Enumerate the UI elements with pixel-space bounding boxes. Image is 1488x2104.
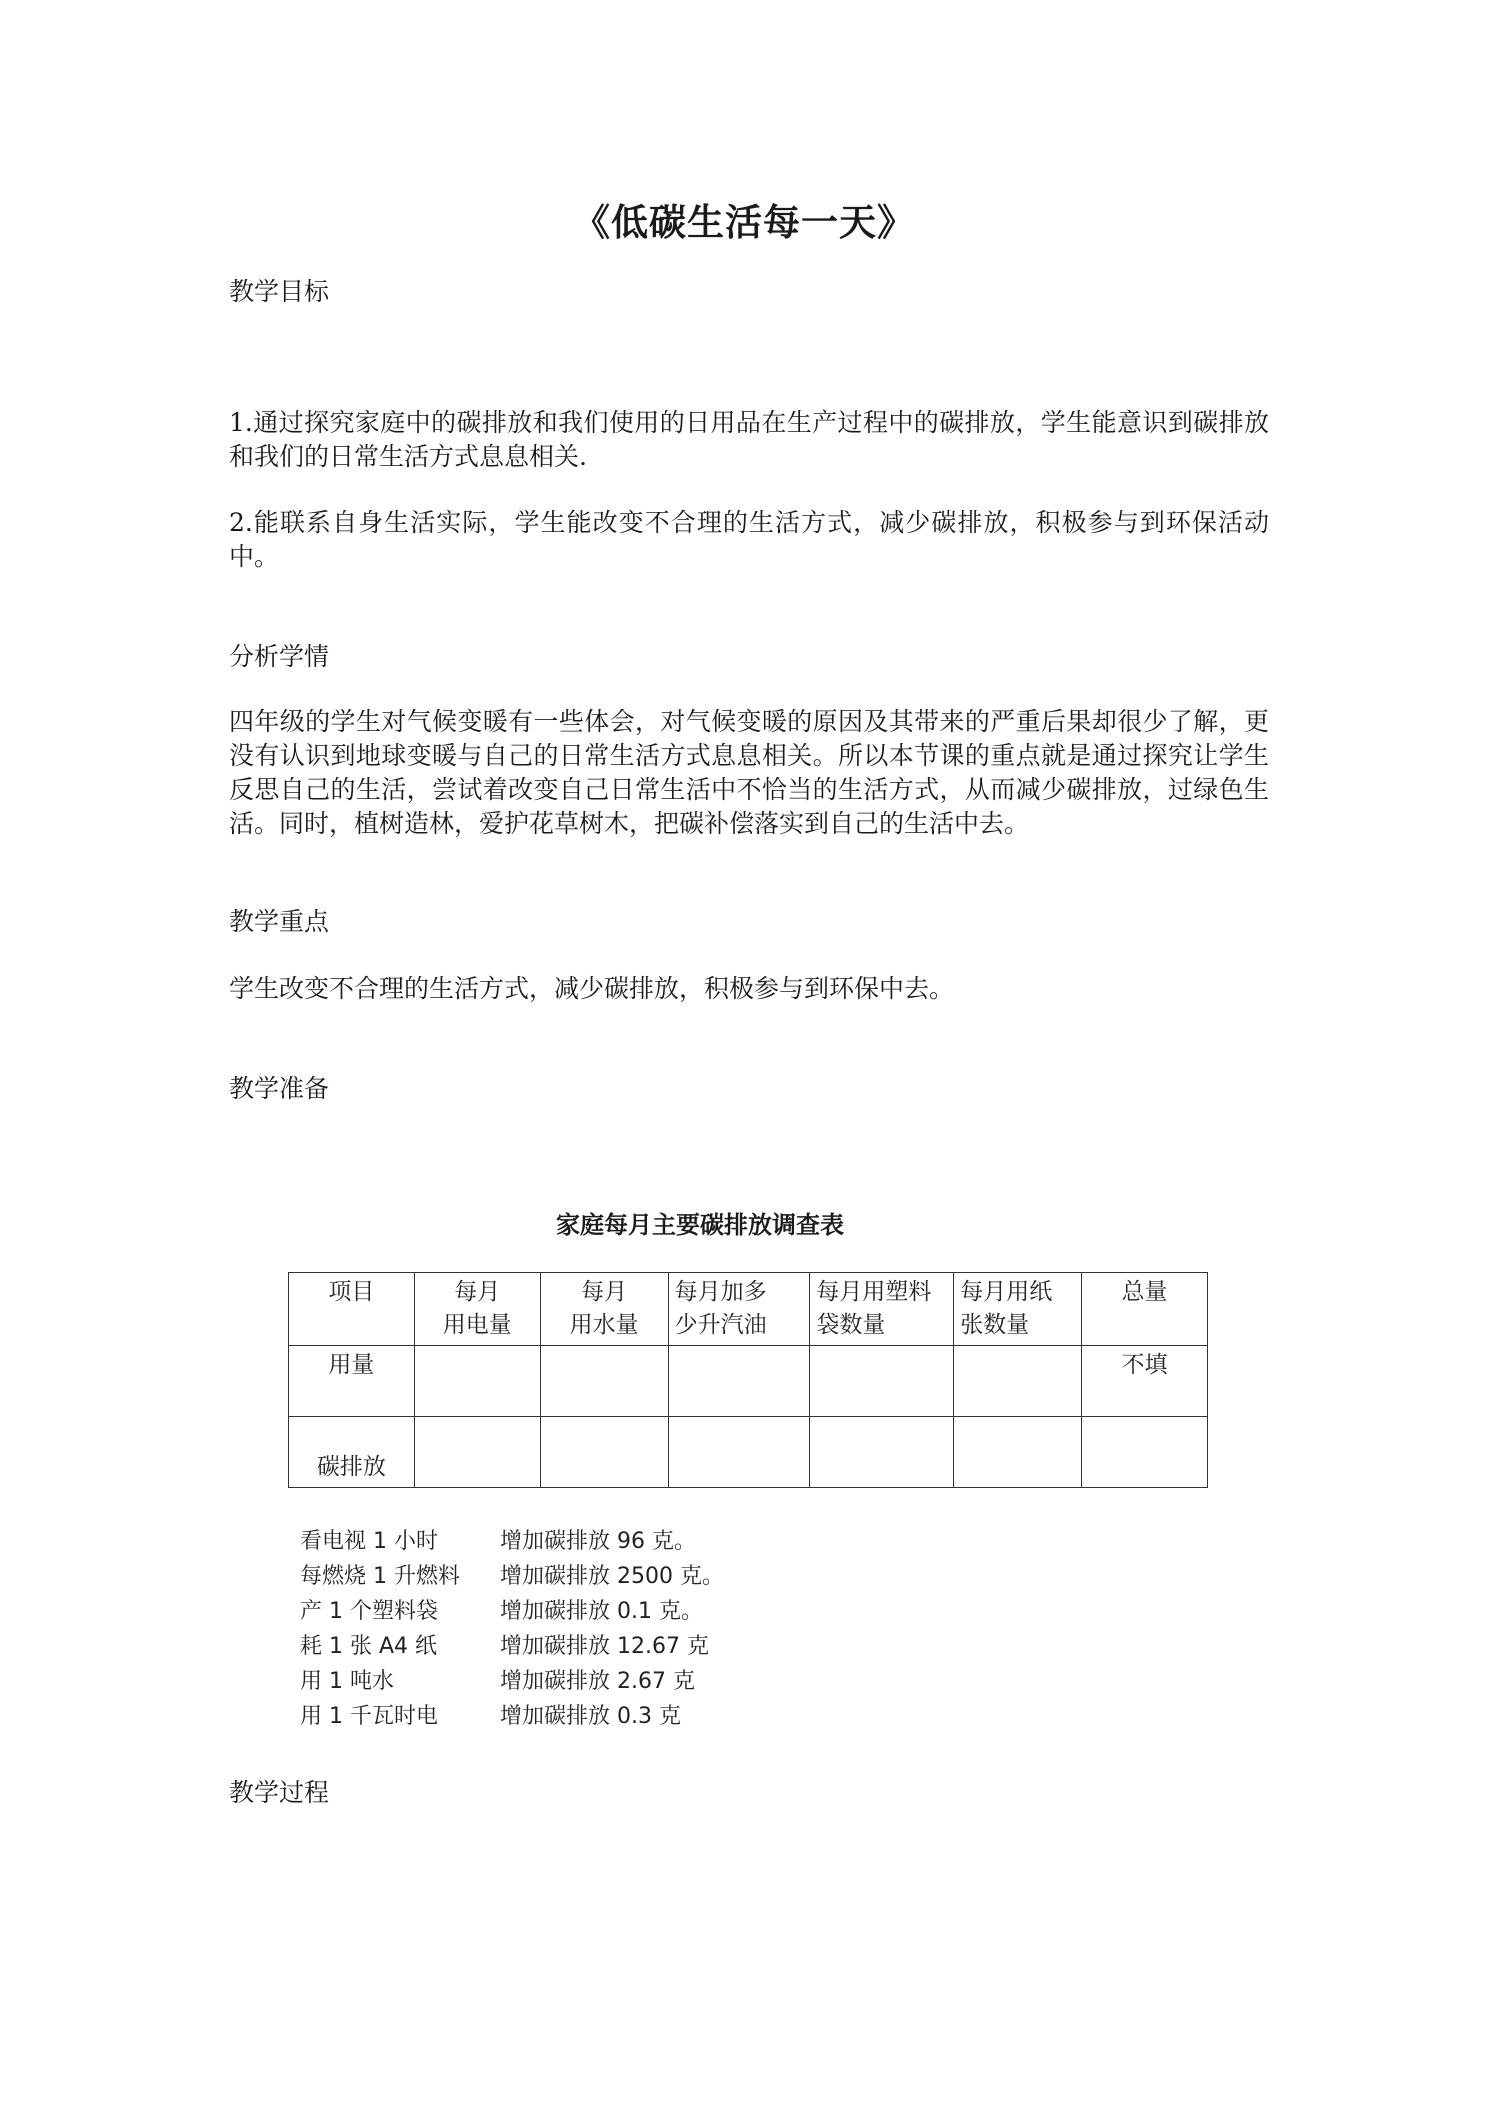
emission-facts-list: [300, 1524, 800, 1734]
survey-table-title: 家庭每月主要碳排放调查表: [556, 1211, 844, 1239]
list-item: [300, 1559, 800, 1594]
prep-heading: 教学准备: [229, 1074, 330, 1103]
fact-effect: 增加碳排放 96 克。: [500, 1529, 696, 1554]
blank-cell: [954, 1417, 1082, 1488]
fact-effect: 增加碳排放 0.1 克。: [500, 1599, 703, 1624]
fact-effect: 增加碳排放 2.67 克: [500, 1669, 695, 1694]
fact-item: 用 1 千瓦时电: [300, 1704, 438, 1729]
goal-1: 1.通过探究家庭中的碳排放和我们使用的日用品在生产过程中的碳排放，学生能意识到碳排放和我们的日常生活方式息息相关.: [229, 408, 1269, 471]
row-label-usage: 用量: [289, 1346, 415, 1417]
blank-cell: [540, 1417, 668, 1488]
analysis-text: 四年级的学生对气候变暖有一些体会，对气候变暖的原因及其带来的严重后果却很少了解，更没有认识到地球变暖与自己的日常生活方式息息相关。所以本节课的重点就是通过探究让学生反思自己的生活，尝试着改变自己日常生活中不恰当的生活方式，从而减少碳排放，过绿色生活。同时，植树造林，爱护花草树木，把碳补偿落实到自己的生活中去。: [229, 707, 1269, 838]
process-heading: 教学过程: [229, 1778, 330, 1807]
table-row: [289, 1417, 1208, 1488]
fact-effect: 增加碳排放 12.67 克: [500, 1634, 709, 1659]
header-cell-total: 总量: [1082, 1273, 1208, 1346]
list-item: [300, 1664, 800, 1699]
table-row: [289, 1346, 1208, 1417]
blank-cell: [540, 1346, 668, 1417]
list-item: [300, 1594, 800, 1629]
fact-effect: 增加碳排放 0.3 克: [500, 1704, 681, 1729]
header-cell-water: 每月 用水量: [540, 1273, 668, 1346]
blank-cell: [954, 1346, 1082, 1417]
survey-table: [288, 1272, 1208, 1488]
usage-total-cell: 不填: [1082, 1346, 1208, 1417]
header-cell-item: 项目: [289, 1273, 415, 1346]
table-header-row: [289, 1273, 1208, 1346]
header-cell-plastic-bags: 每月用塑料 袋数量: [810, 1273, 954, 1346]
fact-item: 看电视 1 小时: [300, 1529, 438, 1554]
blank-cell: [668, 1346, 810, 1417]
document-title: 《低碳生活每一天》: [573, 201, 915, 244]
blank-cell: [668, 1417, 810, 1488]
fact-item: 用 1 吨水: [300, 1669, 394, 1694]
focus-heading: 教学重点: [229, 907, 330, 936]
blank-cell: [1082, 1417, 1208, 1488]
fact-item: 耗 1 张 A4 纸: [300, 1634, 438, 1659]
row-label-emission: 碳排放: [289, 1417, 415, 1488]
fact-item: 每燃烧 1 升燃料: [300, 1564, 460, 1589]
fact-item: 产 1 个塑料袋: [300, 1599, 438, 1624]
list-item: [300, 1629, 800, 1664]
blank-cell: [810, 1346, 954, 1417]
goals-heading: 教学目标: [229, 277, 330, 306]
header-cell-electricity: 每月 用电量: [414, 1273, 540, 1346]
goal-2: 2.能联系自身生活实际，学生能改变不合理的生活方式，减少碳排放，积极参与到环保活动中。: [229, 508, 1269, 571]
list-item: [300, 1524, 800, 1559]
fact-effect: 增加碳排放 2500 克。: [500, 1564, 724, 1589]
analysis-heading: 分析学情: [229, 642, 330, 671]
header-cell-gasoline: 每月加多 少升汽油: [668, 1273, 810, 1346]
focus-text: 学生改变不合理的生活方式，减少碳排放，积极参与到环保中去。: [229, 974, 955, 1003]
header-cell-paper: 每月用纸 张数量: [954, 1273, 1082, 1346]
blank-cell: [810, 1417, 954, 1488]
list-item: [300, 1699, 800, 1734]
blank-cell: [414, 1346, 540, 1417]
blank-cell: [414, 1417, 540, 1488]
